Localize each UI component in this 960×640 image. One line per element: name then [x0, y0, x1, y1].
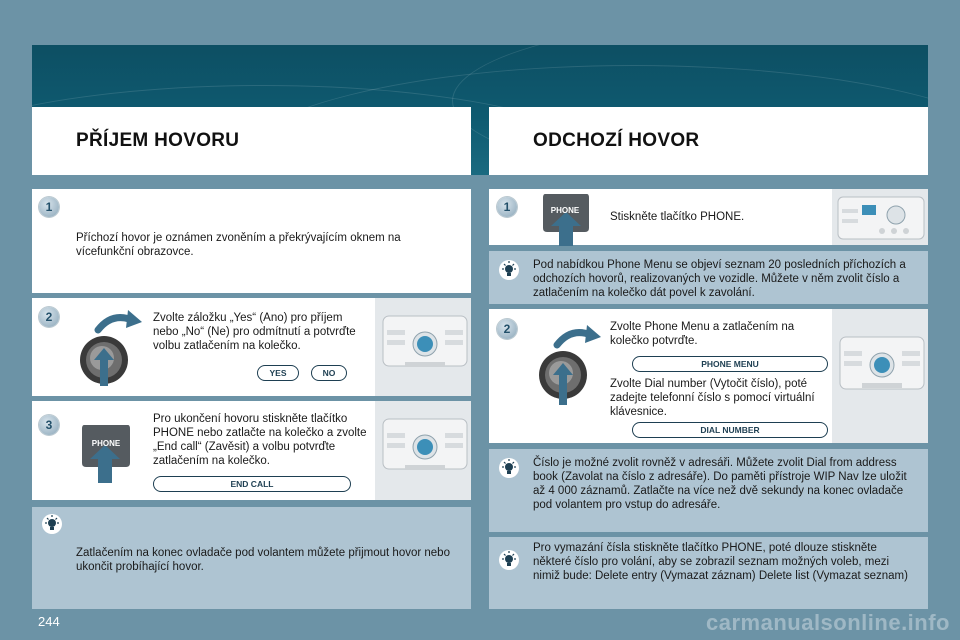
right-tip1-panel — [489, 251, 928, 304]
right-step1-text: Stiskněte tlačítko PHONE. — [610, 211, 745, 223]
phone-button-icon — [80, 423, 132, 485]
no-tab: NO — [311, 365, 347, 381]
phone-menu-tab: PHONE MENU — [632, 356, 828, 372]
left-step2-text: Zvolte záložku „Yes“ (Ano) pro příjem nebo „No“ (Ne) pro odmítnutí a potvrďte volbu zatlačením na kolečko. — [153, 312, 356, 352]
left-title-box — [32, 107, 471, 175]
right-step1-panel — [489, 189, 928, 245]
right-tip3-panel — [489, 537, 928, 609]
right-step2-text2: Zvolte Dial number (Vytočit číslo), poté zadejte telefonní číslo s pomocí virtuální klávesnice. — [610, 378, 815, 418]
page-number: 244 — [38, 614, 60, 629]
phone-button-icon — [541, 192, 591, 246]
phone-button-label: PHONE — [91, 439, 121, 448]
lightbulb-icon — [498, 549, 520, 571]
right-tip2-panel — [489, 449, 928, 532]
phone-button-label: PHONE — [550, 206, 580, 215]
right-title-box — [489, 107, 928, 175]
left-tip-text: Zatlačením na konec ovladače pod volantem můžete přijmout hovor nebo ukončit probíhající hovor. — [76, 547, 450, 573]
console-drawing-icon — [375, 298, 471, 396]
right-tip2-text: Číslo je možné zvolit rovněž v adresáři. Můžete zvolit Dial from address book (Zavolat na číslo z adresáře). Do paměti přístroje WIP Nav lze uložit až 4 000 záznamů. Zatlačte na více než dvě sekundy na konec ovladače pod volantem pro vstup do adresáře. — [533, 457, 907, 511]
dashboard-console-image — [832, 189, 928, 245]
step-number: 3 — [39, 415, 59, 435]
lightbulb-icon — [498, 457, 520, 479]
watermark: carmanualsonline.info — [706, 610, 950, 635]
lightbulb-icon — [41, 513, 63, 535]
right-tip3-text: Pro vymazání čísla stiskněte tlačítko PHONE, poté dlouze stiskněte některé číslo pro volání, aby se zobrazil seznam možných voleb, mezi nimiž bude: Delete entry (Vymazat záznam) Delete list (Vymazat seznam) — [533, 542, 908, 582]
rotary-knob-icon — [72, 308, 142, 388]
console-drawing-icon — [832, 309, 928, 443]
yes-tab: YES — [257, 365, 299, 381]
left-step2-panel — [32, 298, 471, 396]
console-drawing-icon — [832, 189, 928, 245]
left-step1-text: Příchozí hovor je oznámen zvoněním a překrývajícím oknem na vícefunkční obrazovce. — [76, 232, 401, 258]
right-step2-text: Zvolte Phone Menu a zatlačením na kolečko potvrďte. — [610, 321, 795, 347]
dashboard-console-image — [375, 298, 471, 396]
console-drawing-icon — [375, 401, 471, 500]
left-tip-panel — [32, 507, 471, 609]
dial-number-tab: DIAL NUMBER — [632, 422, 828, 438]
left-step3-panel — [32, 401, 471, 500]
left-section-title: PŘÍJEM HOVORU — [76, 130, 240, 151]
right-step2-panel — [489, 309, 928, 443]
dashboard-console-image — [375, 401, 471, 500]
step-number: 2 — [39, 307, 59, 327]
step-number: 1 — [39, 197, 59, 217]
left-step1-panel — [32, 189, 471, 293]
lightbulb-icon — [498, 259, 520, 281]
step-number: 2 — [497, 319, 517, 339]
end-call-tab: END CALL — [153, 476, 351, 492]
right-section-title: ODCHOZÍ HOVOR — [533, 130, 700, 151]
left-step3-text: Pro ukončení hovoru stiskněte tlačítko PHONE nebo zatlačte na kolečko a zvolte „End call“ (Zavěsit) a volbu potvrďte zatlačením na kolečko. — [153, 413, 367, 467]
rotary-knob-icon — [531, 323, 601, 407]
step-number: 1 — [497, 197, 517, 217]
dashboard-console-image — [832, 309, 928, 443]
right-tip1-text: Pod nabídkou Phone Menu se objeví seznam 20 posledních příchozích a odchozích hovorů, realizovaných ve vozidle. Můžete v něm zvolit číslo a zatlačením na kolečko dát povel k zavolání. — [533, 259, 906, 299]
